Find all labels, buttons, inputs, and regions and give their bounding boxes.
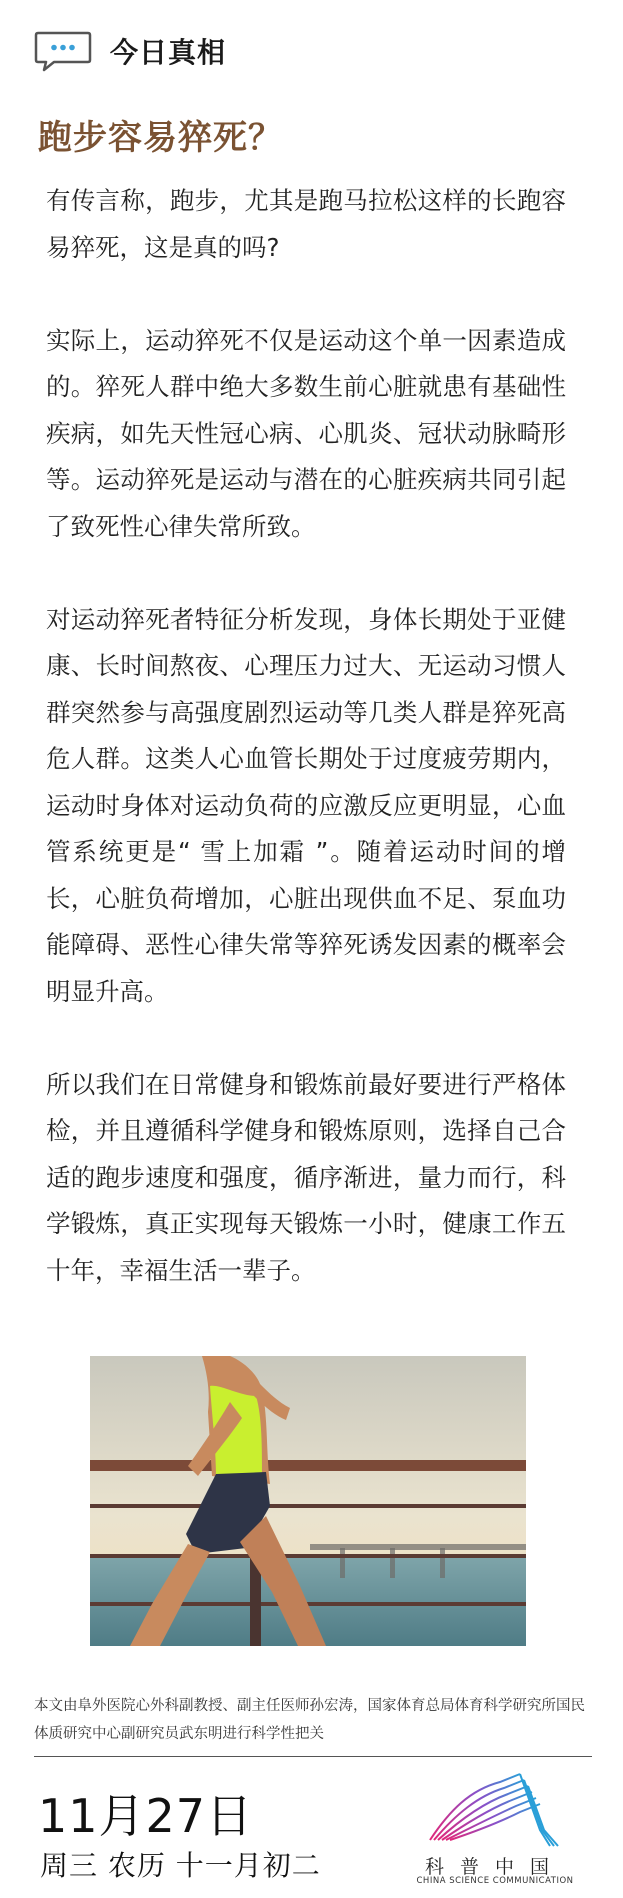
weekday-lunar-label: 周三 农历 十一月初二 — [40, 1849, 321, 1882]
header — [34, 30, 226, 72]
footer-divider — [34, 1756, 592, 1757]
runner-photo — [90, 1356, 526, 1646]
paragraph: 实际上，运动猝死不仅是运动这个单一因素造成的。猝死人群中绝大多数生前心脏就患有基础性疾病，如先天性冠心病、心肌炎、冠状动脉畸形等。运动猝死是运动与潜在的心脏疾病共同引起了致死性心律失常所致。 — [46, 325, 566, 541]
date-label: 11月27日 — [38, 1789, 254, 1843]
paragraph: 有传言称，跑步，尤其是跑马拉松这样的长跑容易猝死，这是真的吗? — [46, 186, 566, 262]
chat-bubble-icon — [34, 30, 92, 72]
science-wave-icon — [400, 1770, 590, 1850]
paragraph: 所以我们在日常健身和锻炼前最好要进行严格体检，并且遵循科学健身和锻炼原则，选择自己合适的跑步速度和强度，循序渐进，量力而行，科学锻炼，真正实现每天锻炼一小时，健康工作五十年，幸福生活一辈子。 — [46, 1069, 566, 1285]
logo-chinese-text: 科普中国 — [424, 1856, 565, 1878]
article-body — [46, 178, 566, 1341]
china-science-logo — [400, 1770, 590, 1888]
section-title: 今日真相 — [110, 36, 227, 69]
expert-review-credits: 本文由阜外医院心外科副教授、副主任医师孙宏涛，国家体育总局体育科学研究所国民体质研究中心副研究员武东明进行科学性把关 — [34, 1698, 585, 1742]
article-title: 跑步容易猝死？ — [38, 118, 283, 158]
logo-english-text: CHINA SCIENCE COMMUNICATION — [416, 1876, 574, 1886]
paragraph: 对运动猝死者特征分析发现，身体长期处于亚健康、长时间熬夜、心理压力过大、无运动习惯人群突然参与高强度剧烈运动等几类人群是猝死高危人群。这类人心血管长期处于过度疲劳期内，运动时身体对运动负荷的应激反应更明显，心血管系统更是“ 雪上加霜 ”。随着运动时间的增长，心脏负荷增加，心脏出现供血不足、泵血功能障碍、恶性心律失常等猝死诱发因素的概率会明显升高。 — [46, 604, 566, 1006]
